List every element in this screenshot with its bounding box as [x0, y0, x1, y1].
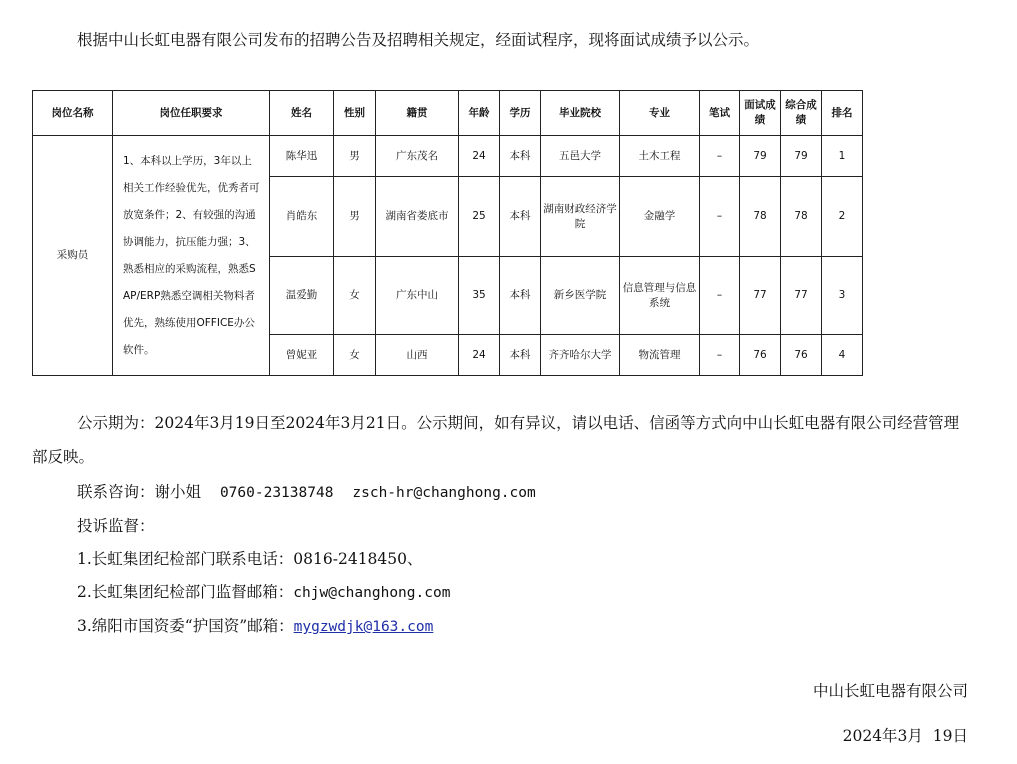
- contact-phone: 0760-23138748: [219, 485, 334, 501]
- written-cell: –: [700, 257, 740, 335]
- rank-cell: 1: [822, 136, 863, 177]
- header-education: 学历: [500, 91, 541, 136]
- major-cell: 物流管理: [620, 335, 700, 376]
- header-written: 笔试: [700, 91, 740, 136]
- requirements-cell: 1、本科以上学历，3年以上相关工作经验优先，优秀者可放宽条件；2、有较强的沟通协调能力，抗压能力强；3、熟悉相应的采购流程，熟悉SAP/ERP熟悉空调相关物料者优先，熟练使用OFFICE办公软件。: [113, 136, 270, 376]
- header-native: 籍贯: [376, 91, 459, 136]
- contact-email: zsch-hr@changhong.com: [352, 485, 536, 501]
- header-age: 年龄: [459, 91, 500, 136]
- total-cell: 76: [781, 335, 822, 376]
- total-cell: 77: [781, 257, 822, 335]
- table-row: [33, 136, 863, 177]
- native-cell: 湖南省娄底市: [376, 177, 459, 257]
- gender-cell: 女: [334, 257, 376, 335]
- total-cell: 78: [781, 177, 822, 257]
- signature-company: 中山长虹电器有限公司: [812, 682, 968, 700]
- interview-cell: 78: [740, 177, 781, 257]
- complaint-item-2: [77, 580, 450, 602]
- name-cell: 陈华迅: [270, 136, 334, 177]
- major-cell: 金融学: [620, 177, 700, 257]
- header-gender: 性别: [334, 91, 376, 136]
- contact-label: 联系咨询：谢小姐: [77, 483, 202, 501]
- written-cell: –: [700, 335, 740, 376]
- education-cell: 本科: [500, 257, 541, 335]
- rank-cell: 3: [822, 257, 863, 335]
- name-cell: 肖皓东: [270, 177, 334, 257]
- written-cell: –: [700, 136, 740, 177]
- native-cell: 广东中山: [376, 257, 459, 335]
- school-cell: 齐齐哈尔大学: [541, 335, 620, 376]
- rank-cell: 4: [822, 335, 863, 376]
- school-cell: 五邑大学: [541, 136, 620, 177]
- complaint-item-3-email-link[interactable]: mygzwdjk@163.com: [293, 619, 434, 635]
- interview-cell: 79: [740, 136, 781, 177]
- written-cell: –: [700, 177, 740, 257]
- complaint-title: 投诉监督：: [77, 517, 155, 535]
- header-total: 综合成绩: [781, 91, 822, 136]
- age-cell: 24: [459, 335, 500, 376]
- header-position: 岗位名称: [33, 91, 113, 136]
- school-cell: 湖南财政经济学院: [541, 177, 620, 257]
- rank-cell: 2: [822, 177, 863, 257]
- notice-text: 公示期为：2024年3月19日至2024年3月21日。公示期间，如有异议，请以电话、信函等方式向中山长虹电器有限公司经营管理部反映。: [32, 414, 960, 466]
- major-cell: 土木工程: [620, 136, 700, 177]
- age-cell: 25: [459, 177, 500, 257]
- table-header-row: [33, 91, 863, 136]
- header-requirements: 岗位任职要求: [113, 91, 270, 136]
- header-rank: 排名: [822, 91, 863, 136]
- gender-cell: 男: [334, 136, 376, 177]
- gender-cell: 男: [334, 177, 376, 257]
- header-school: 毕业院校: [541, 91, 620, 136]
- position-cell: 采购员: [33, 136, 113, 376]
- notice-paragraph: [32, 406, 972, 474]
- interview-cell: 77: [740, 257, 781, 335]
- complaint-item-2-label: 2.长虹集团纪检部门监督邮箱：: [77, 583, 294, 601]
- native-cell: 山西: [376, 335, 459, 376]
- interview-results-table: [32, 90, 863, 376]
- school-cell: 新乡医学院: [541, 257, 620, 335]
- signature-date: 2024年3月 19日: [842, 727, 968, 745]
- header-major: 专业: [620, 91, 700, 136]
- age-cell: 35: [459, 257, 500, 335]
- contact-line: [77, 480, 536, 502]
- gender-cell: 女: [334, 335, 376, 376]
- header-name: 姓名: [270, 91, 334, 136]
- native-cell: 广东茂名: [376, 136, 459, 177]
- complaint-item-3: [77, 614, 433, 636]
- complaint-item-3-label: 3.绵阳市国资委“护国资”邮箱：: [77, 617, 294, 635]
- education-cell: 本科: [500, 177, 541, 257]
- interview-cell: 76: [740, 335, 781, 376]
- intro-paragraph: 根据中山长虹电器有限公司发布的招聘公告及招聘相关规定，经面试程序，现将面试成绩予以公示。: [77, 31, 760, 49]
- total-cell: 79: [781, 136, 822, 177]
- complaint-item-1: 1.长虹集团纪检部门联系电话：0816-2418450、: [77, 550, 423, 568]
- header-interview: 面试成绩: [740, 91, 781, 136]
- name-cell: 曾妮亚: [270, 335, 334, 376]
- major-cell: 信息管理与信息系统: [620, 257, 700, 335]
- complaint-item-2-email: chjw@changhong.com: [293, 585, 451, 601]
- education-cell: 本科: [500, 335, 541, 376]
- education-cell: 本科: [500, 136, 541, 177]
- name-cell: 温爱勤: [270, 257, 334, 335]
- age-cell: 24: [459, 136, 500, 177]
